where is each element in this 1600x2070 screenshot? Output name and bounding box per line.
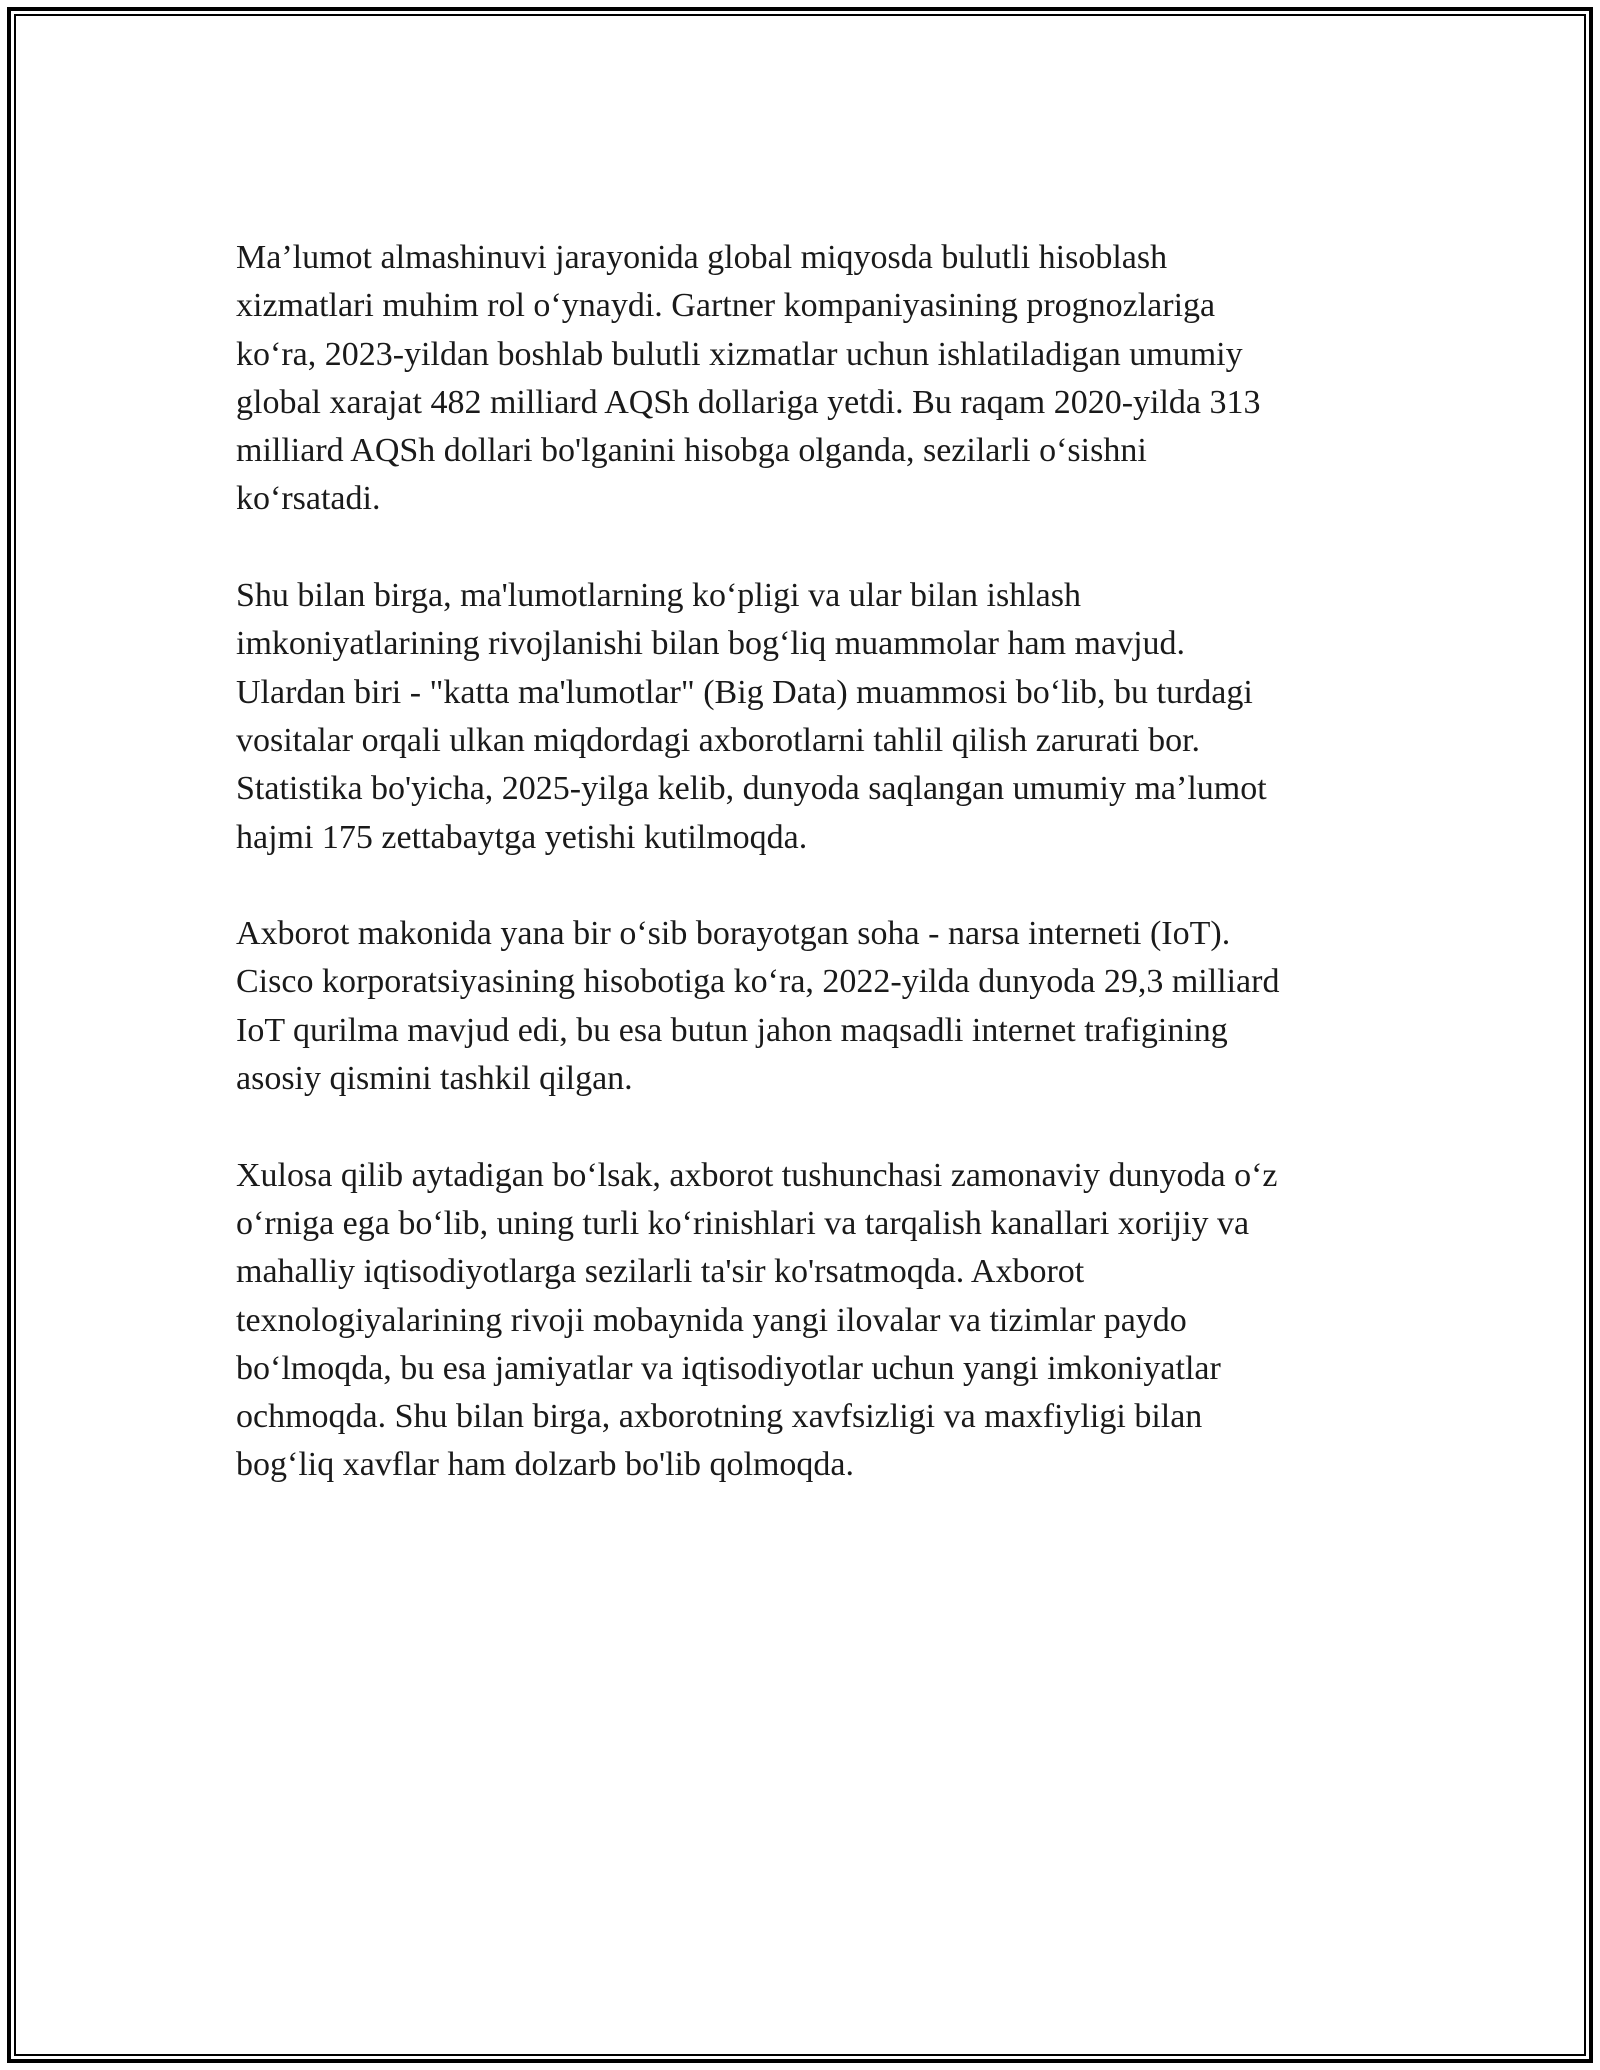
text-line: ochmoqda. Shu bilan birga, axborotning xavfsizligi va maxfiyligi bilan: [236, 1398, 1203, 1436]
text-line: vositalar orqali ulkan miqdordagi axborotlarni tahlil qilish zarurati bor.: [236, 721, 1201, 759]
text-line: Axborot makonida yana bir o‘sib borayotgan soha - narsa interneti (IoT).: [236, 915, 1231, 953]
text-line: bo‘lmoqda, bu esa jamiyatlar va iqtisodiyotlar uchun yangi imkoniyatlar: [236, 1349, 1221, 1387]
paragraph-2: [236, 572, 1376, 862]
text-line: imkoniyatlarining rivojlanishi bilan bog‘liq muammolar ham mavjud.: [236, 625, 1186, 663]
text-line: xizmatlari muhim rol o‘ynaydi. Gartner kompaniyasining prognozlariga: [236, 287, 1216, 325]
text-line: milliard AQSh dollari bo'lganini hisobga olganda, sezilarli o‘sishni: [236, 432, 1147, 470]
paragraph-1: [236, 234, 1376, 524]
text-line: texnologiyalarining rivoji mobaynida yangi ilovalar va tizimlar paydo: [236, 1301, 1187, 1339]
text-line: asosiy qismini tashkil qilgan.: [236, 1060, 633, 1098]
text-line: o‘rniga ega bo‘lib, uning turli ko‘rinishlari va tarqalish kanallari xorijiy va: [236, 1204, 1250, 1242]
text-line: mahalliy iqtisodiyotlarga sezilarli ta'sir ko'rsatmoqda. Axborot: [236, 1253, 1085, 1291]
paragraph-4: [236, 1152, 1376, 1490]
text-line: ko‘ra, 2023-yildan boshlab bulutli xizmatlar uchun ishlatiladigan umumiy: [236, 335, 1243, 373]
text-line: global xarajat 482 milliard AQSh dollariga yetdi. Bu raqam 2020-yilda 313: [236, 383, 1261, 421]
text-line: Cisco korporatsiyasining hisobotiga ko‘ra, 2022-yilda dunyoda 29,3 milliard: [236, 963, 1280, 1001]
text-line: hajmi 175 zettabaytga yetishi kutilmoqda.: [236, 818, 808, 856]
text-line: Statistika bo'yicha, 2025-yilga kelib, dunyoda saqlangan umumiy ma’lumot: [236, 770, 1267, 808]
text-line: ko‘rsatadi.: [236, 480, 381, 518]
paragraph-3: [236, 910, 1376, 1103]
document-body: [236, 234, 1376, 1538]
text-line: Ma’lumot almashinuvi jarayonida global miqyosda bulutli hisoblash: [236, 239, 1168, 276]
text-line: Ulardan biri - "katta ma'lumotlar" (Big Data) muammosi bo‘lib, bu turdagi: [236, 673, 1253, 711]
text-line: Shu bilan birga, ma'lumotlarning ko‘pligi va ular bilan ishlash: [236, 577, 1081, 615]
text-line: bog‘liq xavflar ham dolzarb bo'lib qolmoqda.: [236, 1446, 854, 1484]
text-line: IoT qurilma mavjud edi, bu esa butun jahon maqsadli internet trafigining: [236, 1011, 1228, 1049]
text-line: Xulosa qilib aytadigan bo‘lsak, axborot tushunchasi zamonaviy dunyoda o‘z: [236, 1156, 1278, 1194]
